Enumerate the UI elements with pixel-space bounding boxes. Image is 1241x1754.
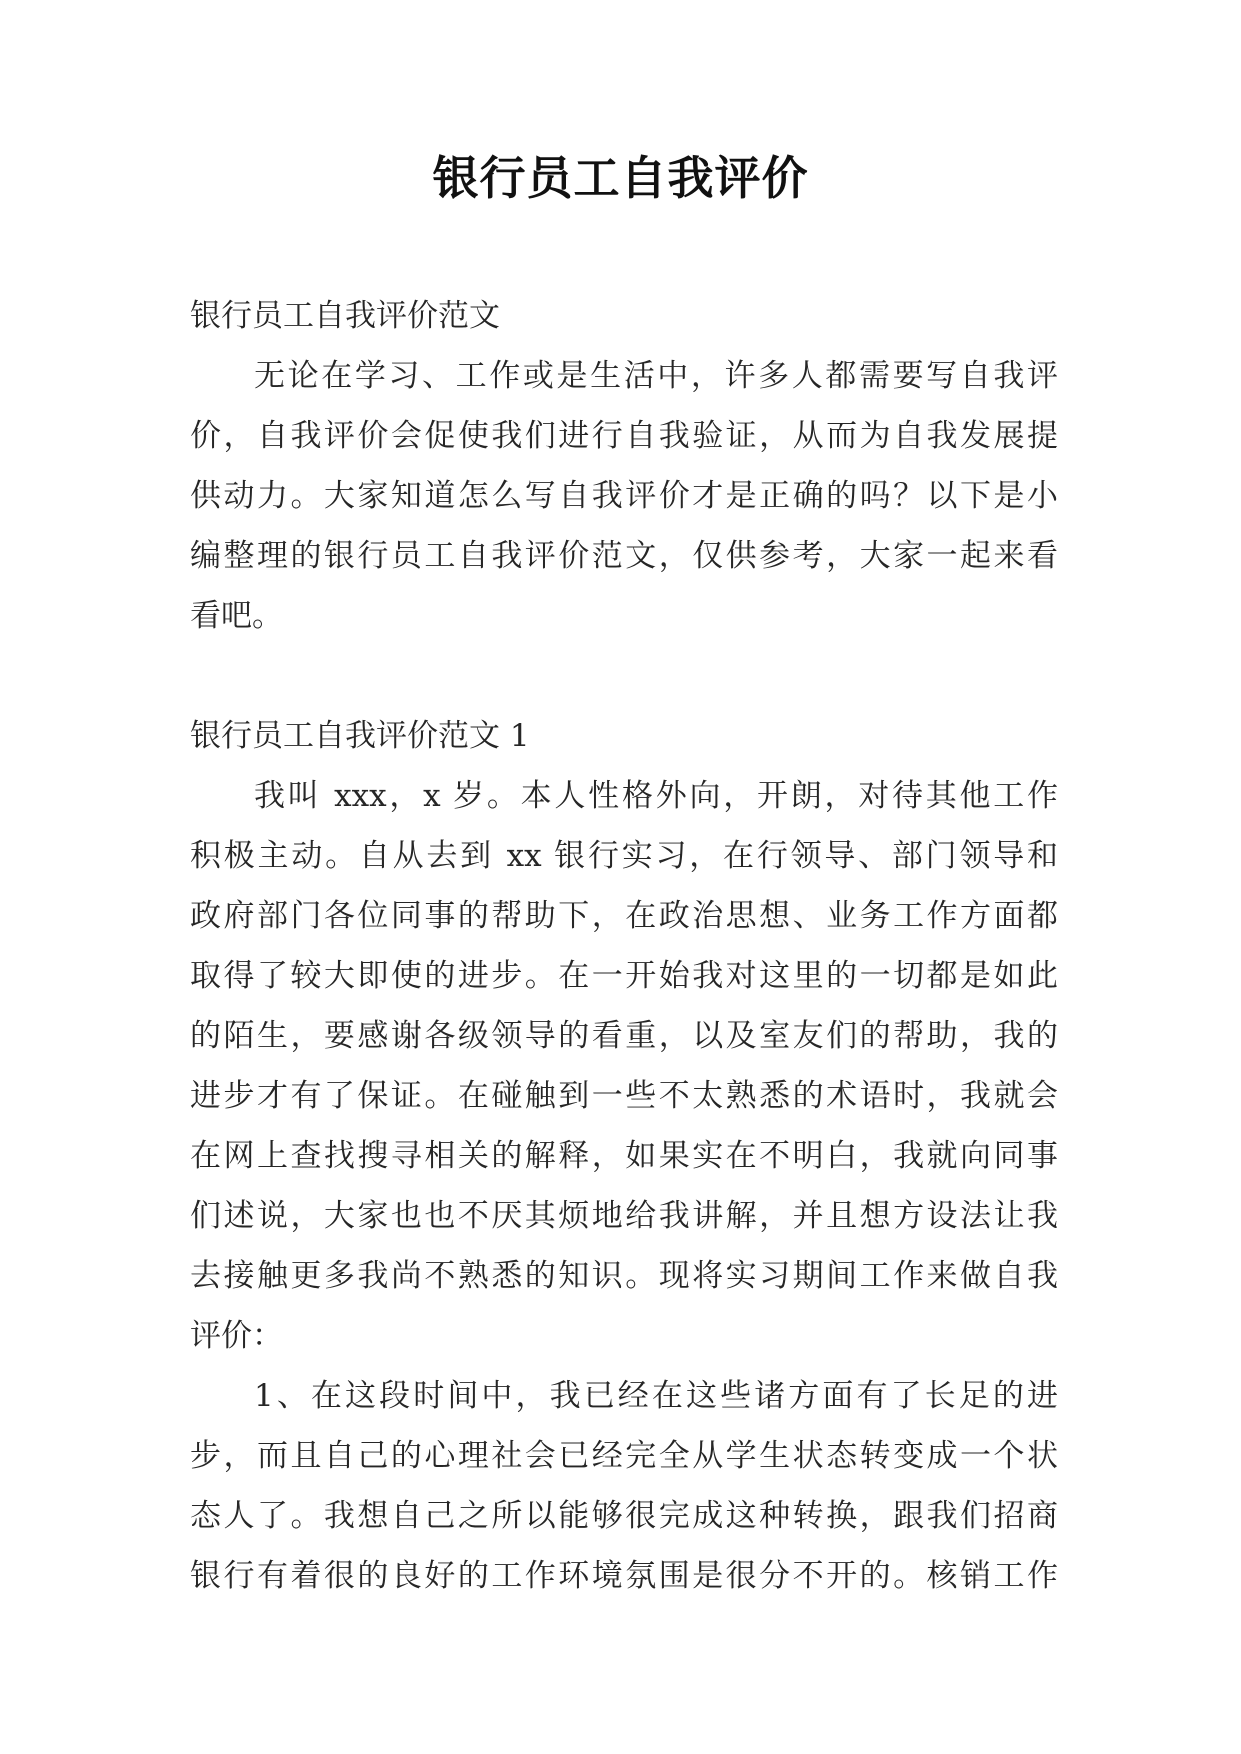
paragraph-line: 的陌生，要感谢各级领导的看重，以及室友们的帮助，我的 — [190, 1018, 1058, 1054]
paragraph-line: 政府部门各位同事的帮助下，在政治思想、业务工作方面都 — [190, 898, 1058, 934]
document-body — [190, 286, 1058, 1606]
paragraph-line: 去接触更多我尚不熟悉的知识。现将实习期间工作来做自我 — [190, 1258, 1058, 1294]
paragraph-line: 我叫 xxx，x 岁。本人性格外向，开朗，对待其他工作 — [254, 778, 1058, 814]
paragraph-gap — [190, 646, 1058, 706]
intro-line: 编整理的银行员工自我评价范文，仅供参考，大家一起来看 — [190, 538, 1058, 574]
intro-line: 无论在学习、工作或是生活中，许多人都需要写自我评 — [254, 358, 1058, 394]
paragraph-line: 进步才有了保证。在碰触到一些不太熟悉的术语时，我就会 — [190, 1078, 1058, 1114]
paragraph-line: 在网上查找搜寻相关的解释，如果实在不明白，我就向同事 — [190, 1138, 1058, 1174]
intro-line: 供动力。大家知道怎么写自我评价才是正确的吗？以下是小 — [190, 478, 1058, 514]
paragraph-line: 取得了较大即使的进步。在一开始我对这里的一切都是如此 — [190, 958, 1058, 994]
paragraph-line: 们述说，大家也也不厌其烦地给我讲解，并且想方设法让我 — [190, 1198, 1058, 1234]
intro-line: 看吧。 — [190, 598, 283, 634]
subtitle: 银行员工自我评价范文 — [190, 298, 500, 334]
paragraph-line: 态人了。我想自己之所以能够很完成这种转换，跟我们招商 — [190, 1498, 1058, 1534]
paragraph-line: 步，而且自己的心理社会已经完全从学生状态转变成一个状 — [190, 1438, 1058, 1474]
paragraph-line: 1、在这段时间中，我已经在这些诸方面有了长足的进 — [254, 1378, 1058, 1414]
paragraph-line: 银行有着很的良好的工作环境氛围是很分不开的。核销工作 — [190, 1558, 1058, 1594]
paragraph-line: 评价： — [190, 1318, 283, 1354]
paragraph-line: 积极主动。自从去到 xx 银行实习，在行领导、部门领导和 — [190, 838, 1058, 874]
section-heading: 银行员工自我评价范文 1 — [190, 718, 530, 754]
intro-line: 价，自我评价会促使我们进行自我验证，从而为自我发展提 — [190, 418, 1058, 454]
document-title: 银行员工自我评价 — [432, 151, 809, 205]
